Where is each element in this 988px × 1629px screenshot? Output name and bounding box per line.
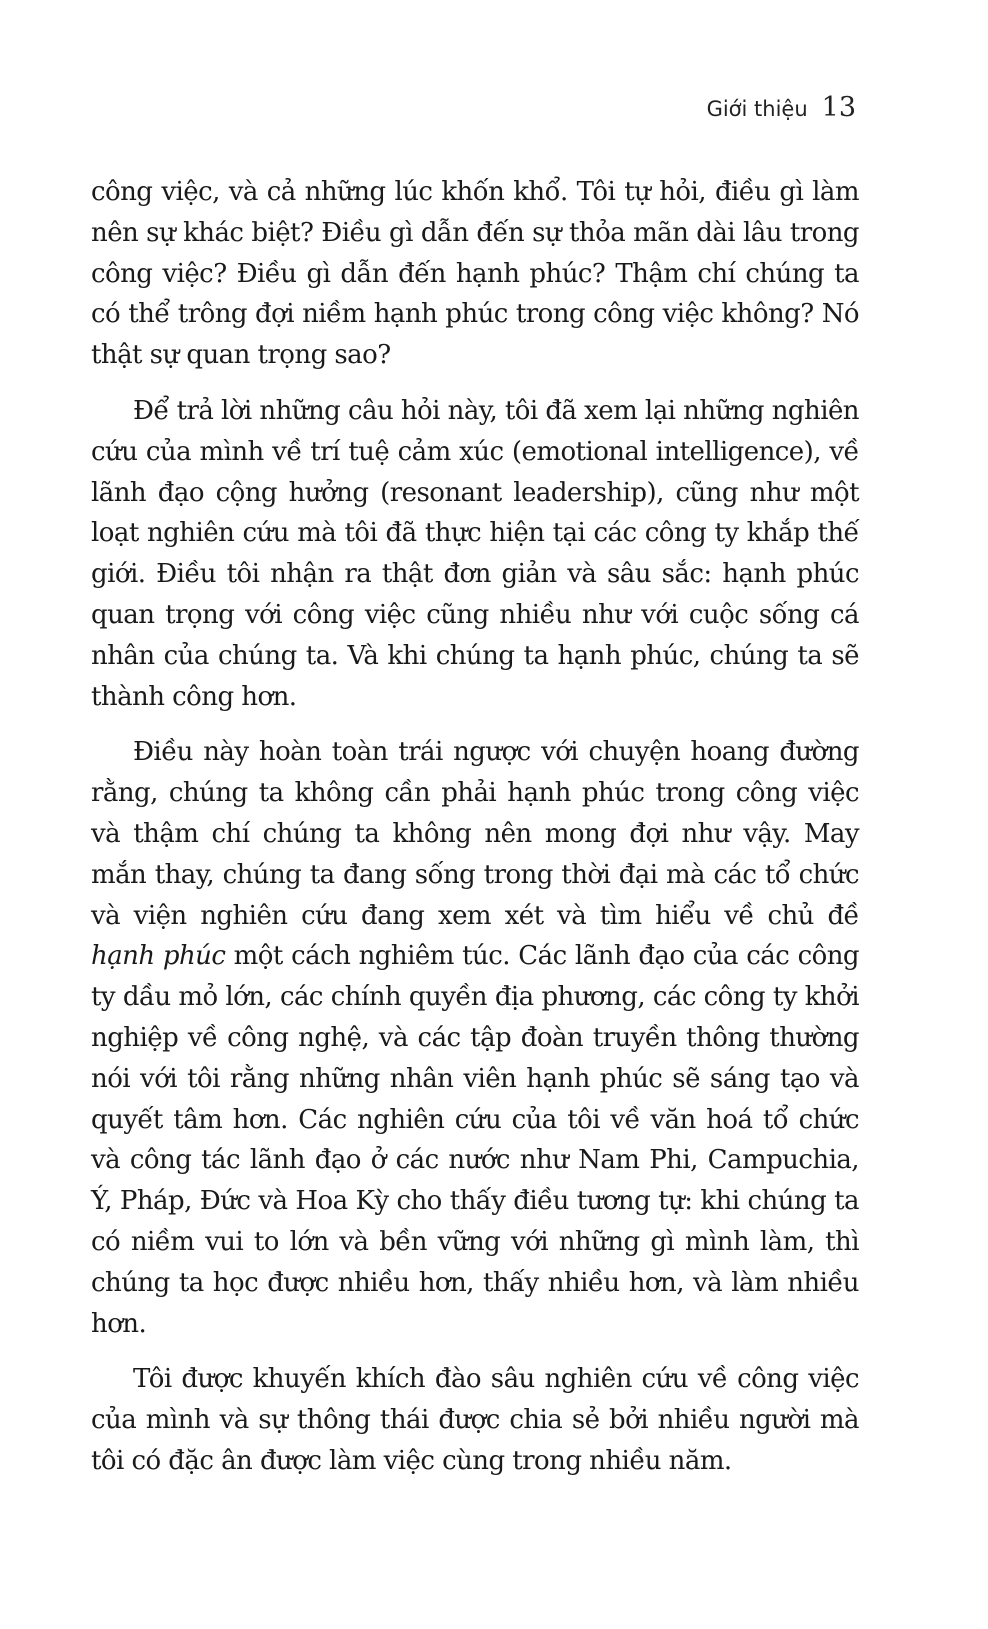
paragraph-1: công việc, và cả những lúc khốn khổ. Tôi tự hỏi, điều gì làm nên sự khác biệt? Điều gì dẫn đến sự thỏa mãn dài lâu trong công việc? Điều gì dẫn đến hạnh phúc? Thậm chí chúng ta có thể trông đợi niềm hạnh phúc trong công việc không? Nó thật sự quan trọng sao?	[91, 177, 859, 371]
paragraph-3	[91, 732, 859, 1344]
running-head	[707, 92, 856, 123]
paragraph-3-text-start: Điều này hoàn toàn trái ngược với chuyện hoang đường rằng, chúng ta không cần phải hạnh phúc trong công việc và thậm chí chúng ta không nên mong đợi như vậy. May mắn thay, chúng ta đang sống trong thời đại mà các tổ chức và viện nghiên cứu đang xem xét và tìm hiểu về chủ đề	[91, 737, 859, 931]
paragraph-3-text-end: một cách nghiêm túc. Các lãnh đạo của các công ty dầu mỏ lớn, các chính quyền địa phương, các công ty khởi nghiệp về công nghệ, và các tập đoàn truyền thông thường nói với tôi rằng những nhân viên hạnh phúc sẽ sáng tạo và quyết tâm hơn. Các nghiên cứu của tôi về văn hoá tổ chức và công tác lãnh đạo ở các nước như Nam Phi, Campuchia, Ý, Pháp, Đức và Hoa Kỳ cho thấy điều tương tự: khi chúng ta có niềm vui to lớn và bền vững với những gì mình làm, thì chúng ta học được nhiều hơn, thấy nhiều hơn, và làm nhiều hơn.	[91, 941, 859, 1339]
body-text	[91, 172, 859, 1497]
chapter-title: Giới thiệu	[706, 97, 808, 121]
paragraph-4: Tôi được khuyến khích đào sâu nghiên cứu về công việc của mình và sự thông thái được chia sẻ bởi nhiều người mà tôi có đặc ân được làm việc cùng trong nhiều năm.	[91, 1364, 859, 1476]
paragraph-3-italic-term: hạnh phúc	[91, 941, 226, 972]
page-number: 13	[821, 92, 856, 123]
paragraph-2: Để trả lời những câu hỏi này, tôi đã xem lại những nghiên cứu của mình về trí tuệ cảm xúc (emotional intelligence), về lãnh đạo cộng hưởng (resonant leadership), cũng như một loạt nghiên cứu mà tôi đã thực hiện tại các công ty khắp thế giới. Điều tôi nhận ra thật đơn giản và sâu sắc: hạnh phúc quan trọng với công việc cũng nhiều như với cuộc sống cá nhân của chúng ta. Và khi chúng ta hạnh phúc, chúng ta sẽ thành công hơn.	[91, 395, 859, 712]
